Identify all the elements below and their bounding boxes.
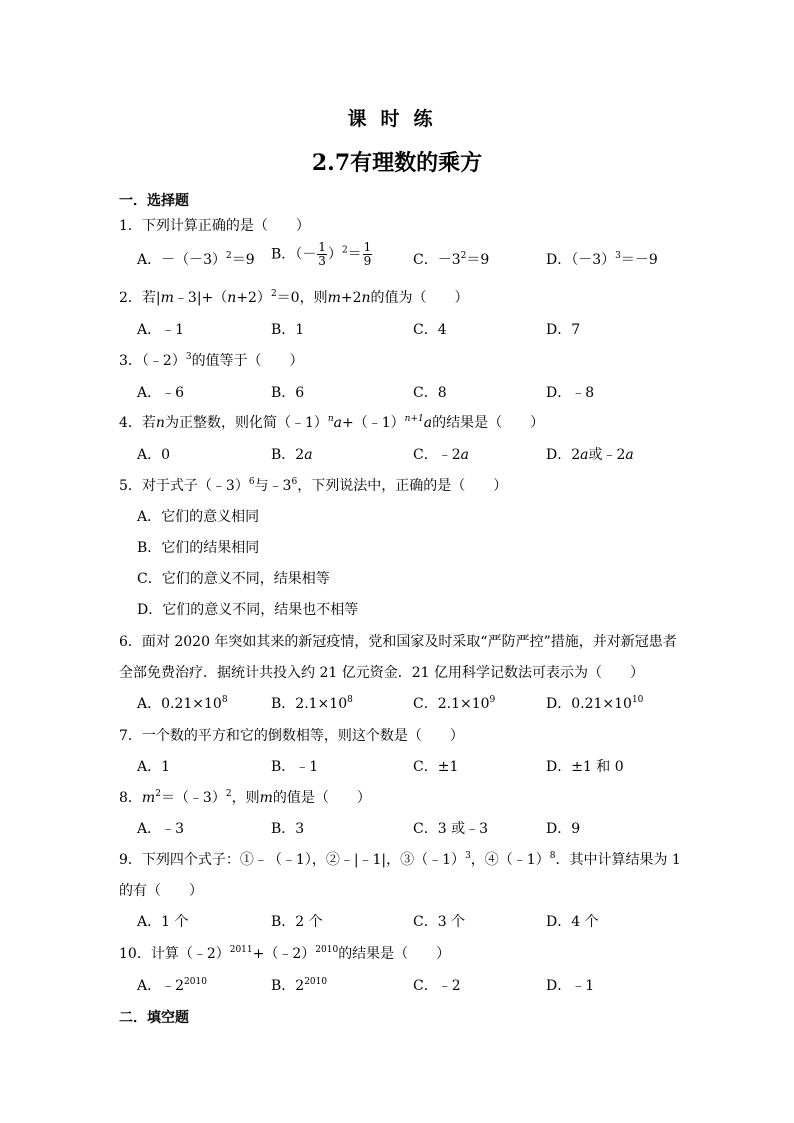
section-heading-choice: 一．选择题 — [119, 193, 189, 209]
question-7-stem: 7．一个数的平方和它的倒数相等，则这个数是（ ） — [119, 728, 464, 744]
question-10-options — [137, 976, 737, 996]
option-c: C．4 — [413, 322, 447, 338]
option-b: B．（－ $\frac{1}{3}$ ）$^2$＝ $\frac{1}{9}$ — [271, 240, 372, 268]
option-a: A．﹣6 — [137, 385, 185, 401]
option-d: D．它们的意义不同，结果也不相等 — [137, 602, 359, 618]
question-1-options — [137, 240, 737, 270]
question-8-stem: 8．$m^2=(﹣3)^2$，则m的值是（ ） — [119, 789, 371, 806]
option-c: C．﹣2 — [413, 978, 461, 994]
question-8-options — [137, 819, 737, 839]
question-9-stem-line-2: 的有（ ） — [119, 883, 203, 899]
option-c: C．﹣2a — [413, 447, 469, 463]
option-d: D．﹣8 — [546, 385, 595, 401]
question-10-stem: 10．计算（﹣2）$^{2011}$+（﹣2）$^{2010}$的结果是（ ） — [119, 945, 451, 962]
option-d: D．$0.21\times 10^{10}$ — [546, 695, 644, 712]
option-a: A．$﹣2^{2010}$ — [137, 977, 207, 994]
option-b: B．3 — [271, 821, 305, 837]
option-a: A．$0.21\times 10^8$ — [137, 695, 228, 712]
question-2-options — [137, 320, 737, 340]
option-d: D．﹣1 — [546, 978, 595, 994]
question-6-options — [137, 694, 737, 714]
fraction-one-ninth: $\frac{1}{9}$ — [363, 240, 372, 268]
option-a: A．﹣3 — [137, 821, 185, 837]
question-2-stem: 2．若$|m﹣3|+(n+2)^2=0$，则m+2n的值为（ ） — [119, 289, 469, 306]
option-c: C．8 — [413, 385, 447, 401]
option-b: B．﹣1 — [271, 759, 319, 775]
option-d: D．7 — [546, 322, 581, 338]
option-d: D．$(-3)^3=-9$ — [546, 251, 658, 268]
question-4-stem: 4．若n为正整数，则化简（﹣1）$^n$a+（﹣1）$^{n+1}$a的结果是（ ） — [119, 414, 545, 431]
question-6-stem-line-2: 全部免费治疗．据统计共投入约 21 亿元资金．21 亿用科学记数法可表示为（ ） — [119, 665, 644, 681]
option-d: D．±1 和 0 — [546, 759, 624, 775]
option-a: A．它们的意义相同 — [137, 509, 260, 525]
option-b: B．2 个 — [271, 914, 323, 930]
question-1-stem: 1．下列计算正确的是（ ） — [119, 218, 310, 234]
fraction-one-third: $\frac{1}{3}$ — [318, 240, 326, 268]
question-7-options — [137, 757, 737, 777]
option-b: B．6 — [271, 385, 305, 401]
option-c: C．$2.1\times 10^9$ — [413, 695, 496, 712]
option-a: A．1 — [137, 759, 171, 775]
option-c: C．3 个 — [413, 914, 466, 930]
question-9-options — [137, 912, 737, 932]
option-c: C．它们的意义不同，结果相等 — [137, 571, 330, 587]
question-4-options — [137, 445, 737, 465]
option-a: A．﹣1 — [137, 322, 185, 338]
option-b: B．$2.1\times 10^8$ — [271, 695, 353, 712]
option-c: C．±1 — [413, 759, 459, 775]
page-title: 课时练 — [347, 108, 447, 130]
question-9-stem-line-1: 9．下列四个式子：①﹣（﹣1），②﹣|﹣1|，③（﹣1）$^3$，④（﹣1）$^8$．其中计算结果为 1 — [119, 851, 681, 868]
option-c: C．$-3^2=9$ — [413, 251, 490, 268]
option-d: D．2a或﹣2a — [546, 447, 634, 463]
section-heading-fill: 二．填空题 — [119, 1010, 189, 1026]
question-3-stem: 3．（﹣2）$^3$的值等于（ ） — [119, 352, 304, 369]
option-b: B．它们的结果相同 — [137, 540, 260, 556]
option-b: B．$2^{2010}$ — [271, 977, 328, 994]
question-3-options — [137, 383, 737, 403]
option-a: A．$-(-3)^2=9$ — [137, 251, 255, 268]
option-c: C．3 或﹣3 — [413, 821, 488, 837]
lesson-subtitle: 2.7有理数的乘方 — [311, 150, 483, 176]
option-d: D．4 个 — [546, 914, 599, 930]
option-b: B．2a — [271, 447, 313, 463]
option-d: D．9 — [546, 821, 581, 837]
option-a: A．0 — [137, 447, 171, 463]
option-b: B．1 — [271, 322, 305, 338]
option-a: A．1 个 — [137, 914, 189, 930]
question-6-stem-line-1: 6．面对 2020 年突如其来的新冠疫情，党和国家及时采取“严防严控”措施，并对新冠患者 — [119, 634, 677, 650]
question-5-stem: 5．对于式子（﹣3）$^6$与$﹣3^6$，下列说法中，正确的是（ ） — [119, 477, 508, 494]
